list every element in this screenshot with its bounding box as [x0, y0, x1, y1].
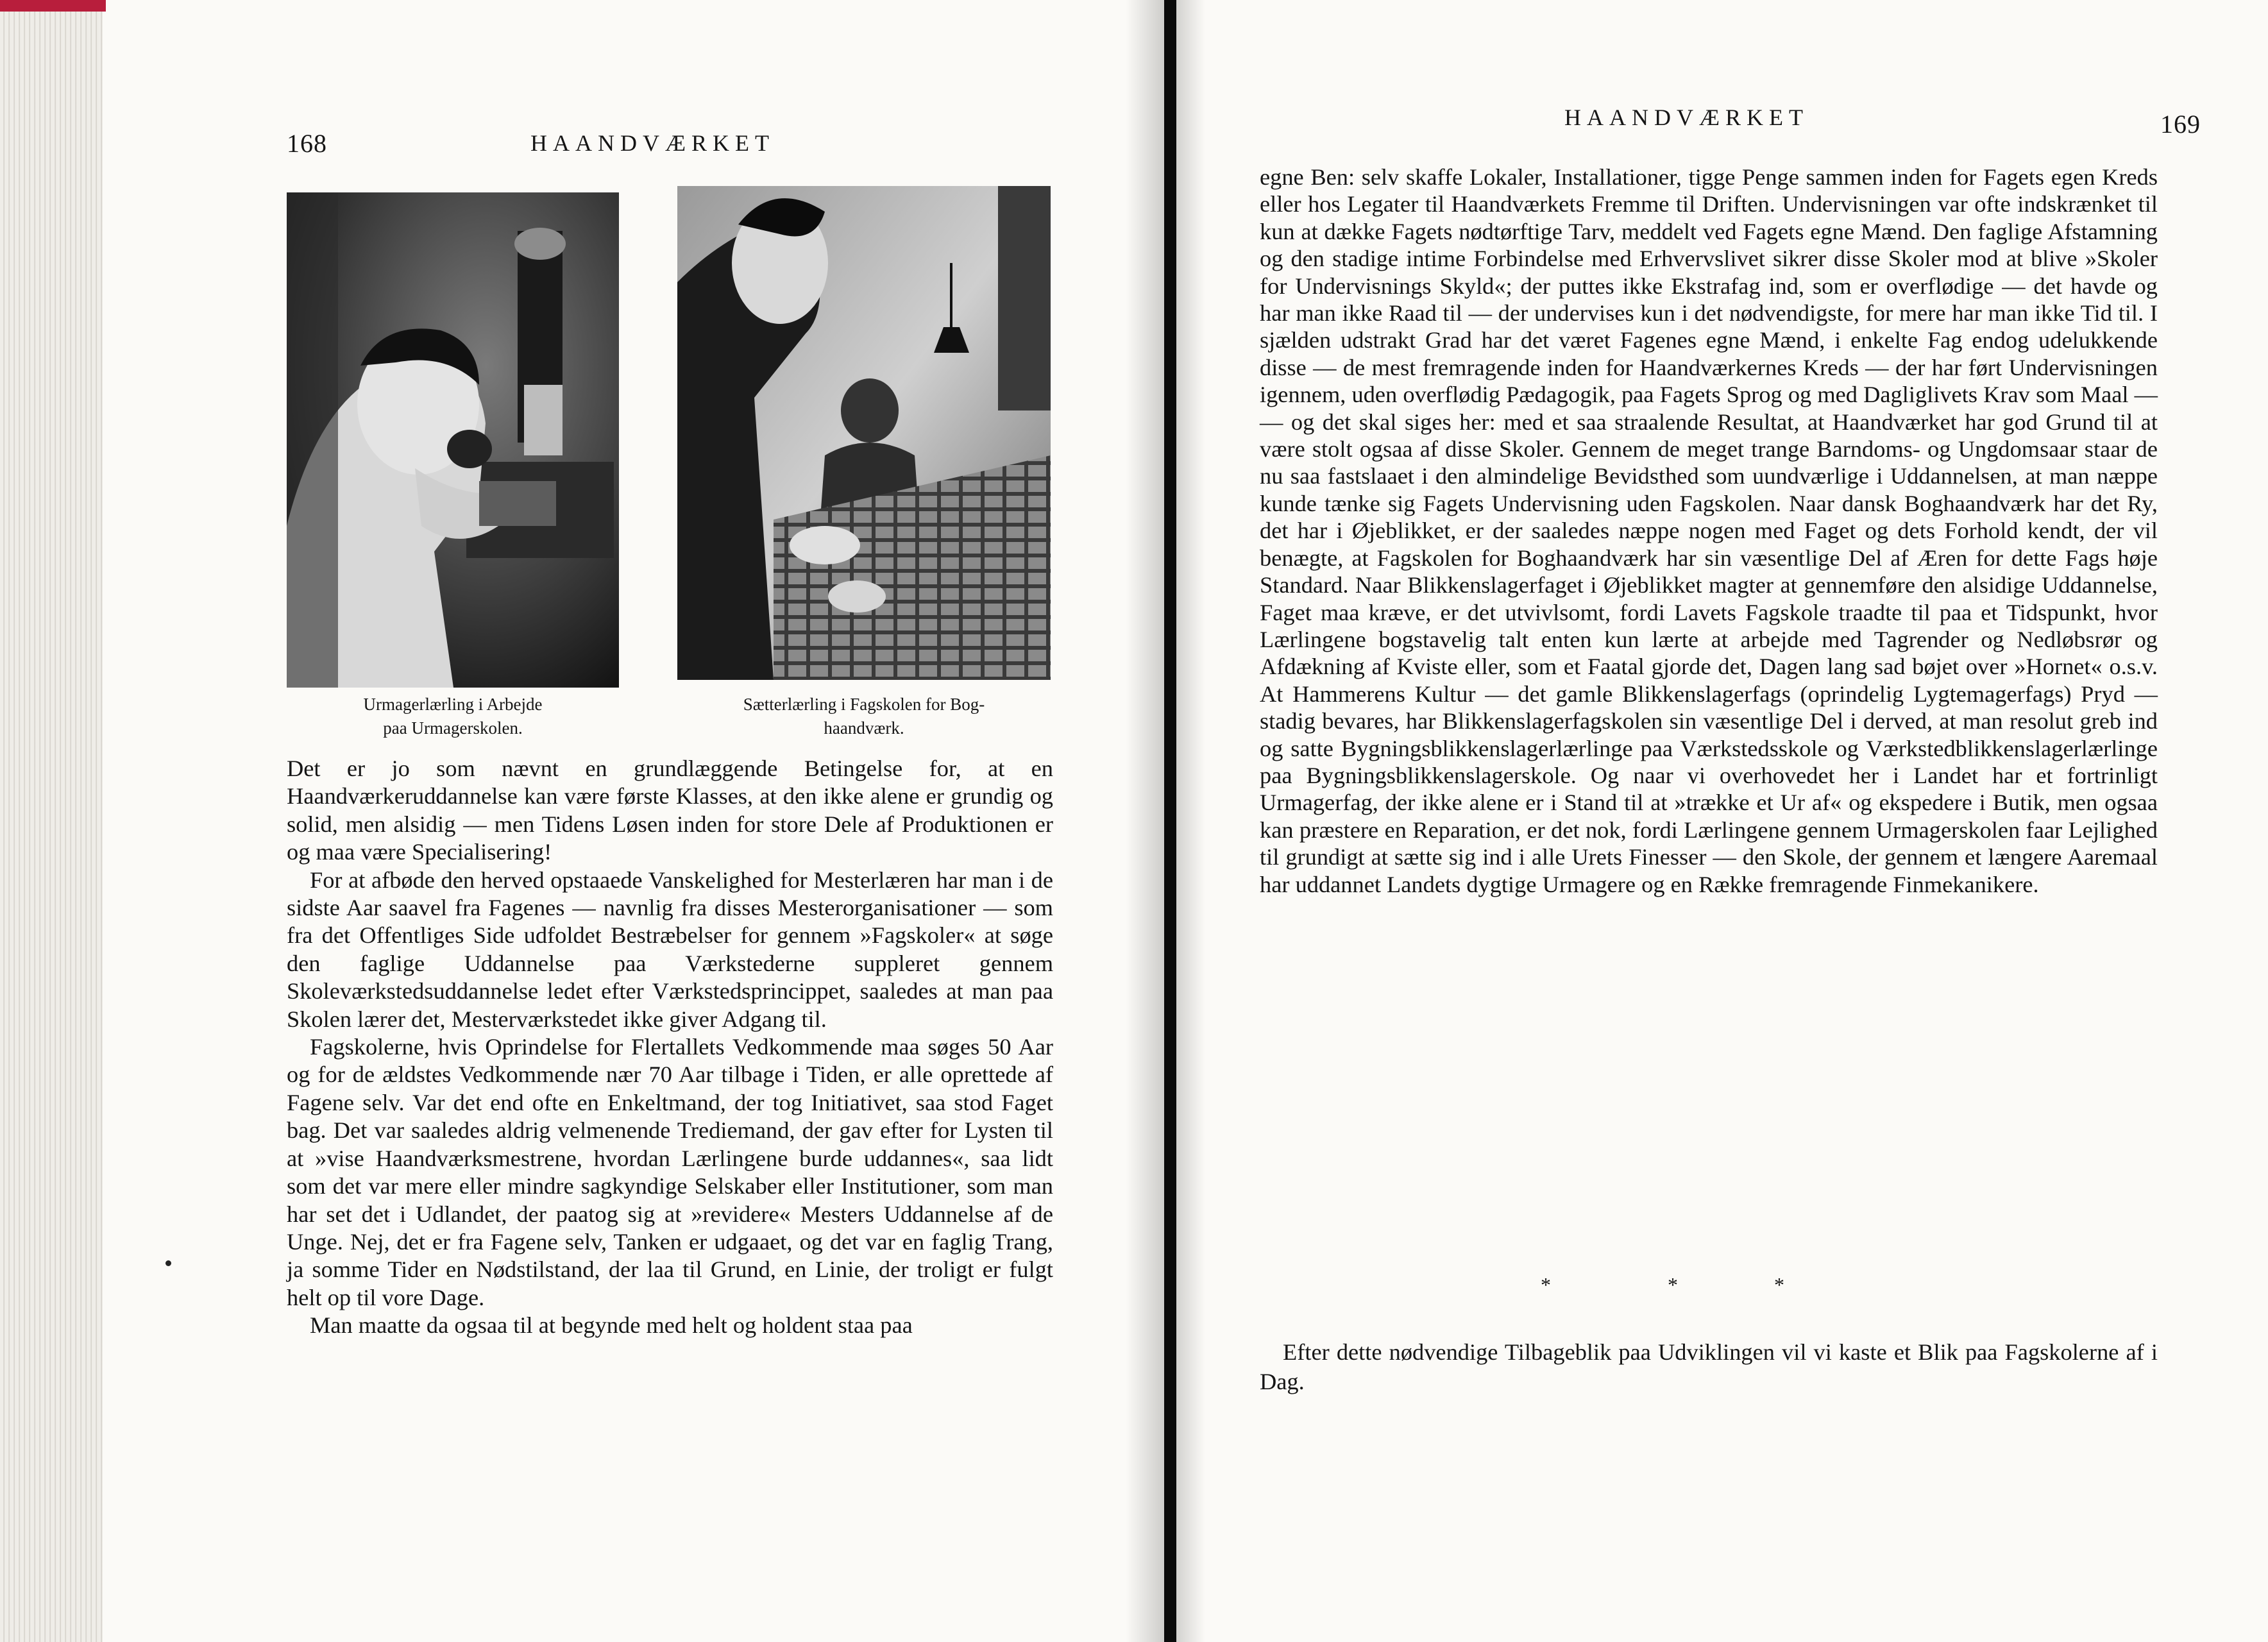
paragraph: Man maatte da ogsaa til at begynde med helt og holdent staa paa — [310, 1312, 913, 1339]
caption-watchmaker — [287, 693, 619, 740]
body-text — [1260, 164, 2158, 898]
photo-typesetter-apprentice — [677, 186, 1051, 680]
closing-paragraph: Efter dette nødvendige Tilbageblik paa Udviklingen vil vi kaste et Blik paa Fagskolerne af i Dag. — [1260, 1339, 2158, 1394]
typesetter-photo-image — [677, 186, 1051, 680]
section-break-star: * — [1541, 1273, 1551, 1296]
photo-watchmaker-apprentice — [287, 192, 619, 688]
paragraph: egne Ben: selv skaffe Lokaler, Installationer, tigge Penge sammen inden for Fagets egen Kreds eller hos Legater til Haandværkets Fremme til Driften. Undervisningen var ofte indskrænket til kun at dække Fagets nødtørftige Tarv, meddelt ved Fagets egne Mænd. Den faglige Afstamning og den stadige intime Forbindelse med Erhvervslivet sikrer disse Skoler mod at blive »Skoler for Undervisnings Skyld«; der puttes ikke Ekstrafag ind, som er overflødige — det havde og har man ikke Raad til — der undervises kun i det nødvendigste, for mere har man ikke Tid til. I sjælden udstrakt Grad har det været Fagenes egne Mænd, i enkelte Fag endog udelukkende disse — de mest fremragende inden for Haandværkernes Kreds — der har ført Undervisningen igennem, uden overflødig Pædagogik, paa Fagets Sprog og med Dagliglivets Krav som Maal — — og det skal siges her: med et saa straalende Resultat, at Haandværket har god Grund til at være stolt ogsaa af disse Skoler. Gennem de meget trange Barndoms- og Ungdomsaar staar de nu saa fastslaaet i den almindelige Bevidsthed som uundværlige i Uddannelsen, at man næppe kunde tænke sig Fagets Undervisning uden Fagskolen. Naar dansk Boghaandværk har det Ry, det har i Øjeblikket, er der saaledes næppe nogen med Faget og dets Forhold kendt, der vil benægte, at Fagskolen for Boghaandværk har sin væsentlige Del af Æren for dette Fags høje Standard. Naar Blikkenslagerfaget i Øjeblikket magter at gennemføre den alsidige Uddannelse, Faget maa kræve, er det utvivlsomt, fordi Lavets Fagskole traadte til paa et Tidspunkt, hvor Lærlingene bogstavelig talt enten kun lærte at arbejde med Tagrender og Nedløbsrør og Afdækning af Kviste eller, som et Faatal gjorde det, Dagen lang sad bøjet over »Hornet« o.s.v. At Hammerens Kultur — det gamle Blikkenslagerfags (oprindelig Lygtemagerfags) Pryd — stadig bevares, har Blikkenslagerfagskolen sin væsentlige Del i derved, at man resolut greb ind og satte Bygningsblikkenslagerlærlinge paa Værkstedsskole og Værkstedblikkenslagerlærlinge paa Bygningsblikkenslagerskole. Og naar vi overhovedet her i Landet har et fortrinligt Urmagerfag, der ikke alene er i Stand til at »trække et Ur af« og ekspedere i Butik, men ogsaa kan præstere en Reparation, er det nok, fordi Lærlingene gennem Urmagerskolen faar Lejlighed til grundigt at sætte sig ind i alle Urets Finesser — den Skole, der gennem et længere Aaremaal har uddannet Landets dygtige Urmagere og en Række fremragende Finmekanikere. — [1260, 164, 2158, 897]
red-page-edge — [0, 0, 106, 12]
caption-line: haandværk. — [824, 718, 904, 738]
caption-typesetter — [667, 693, 1061, 740]
paragraph: Det er jo som nævnt en grundlæggende Betingelse for, at en Haandværkeruddannelse kan være første Klasses, at den ikke alene er grundig og solid, men alsidig — men Tidens Løsen inden for store Dele af Produktionen er og maa være Specialisering! — [287, 756, 1053, 865]
spine-shadow — [1126, 0, 1164, 1642]
right-page — [1176, 0, 2268, 1642]
running-head: HAANDVÆRKET — [1564, 105, 1809, 130]
stray-ink-mark — [165, 1260, 171, 1266]
body-text — [287, 755, 1053, 1340]
page-number: 168 — [287, 129, 327, 158]
spine-shadow — [1176, 0, 1205, 1642]
caption-line: Sætterlærling i Fagskolen for Bog- — [743, 695, 985, 714]
caption-line: paa Urmagerskolen. — [383, 718, 523, 738]
paragraph: For at afbøde den herved opstaaede Vanskelighed for Mesterlæren har man i de sidste Aar saavel fra Fagenes — navnlig fra disses Mesterorganisationer — som fra det Offentliges Side udfoldet Bestræbelser for gennem »Fagskoler« at søge den faglige Uddannelse paa Værkstederne suppleret gennem Skoleværkstedsuddannelse ledet efter Værkstedsprincippet, saaledes at man paa Skolen lærer det, Mesterværkstedet ikke giver Adgang til. — [287, 867, 1053, 1032]
page-number: 169 — [2160, 110, 2201, 139]
section-break-star: * — [1668, 1273, 1678, 1296]
section-break — [1176, 1273, 2268, 1299]
section-break-star: * — [1774, 1273, 1784, 1296]
running-head: HAANDVÆRKET — [530, 130, 775, 156]
paragraph: Fagskolerne, hvis Oprindelse for Flertallets Vedkommende maa søges 50 Aar og for de ældstes Vedkommende nær 70 Aar tilbage i Tiden, er alle oprettede af Fagene selv. Var det end ofte en Enkeltmand, der tog Initiativet, saa stod Faget bag. Det var saaledes aldrig velmenende Trediemand, der gav efter for Lysten til at »vise Haandværksmestrene, hvordan Lærlingene burde uddannes«, saa lidt som det var mere eller mindre sagkyndige Selskaber eller Institutioner, som man har set det i Udlandet, der paatog sig at »revidere« Mesters Uddannelse af de Unge. Nej, det er fra Fagene selv, Tanken er udgaaet, og det var en faglig Trang, ja somme Tider en Nødstilstand, der laa til Grund, en Linie, der troligt er fulgt helt op til vore Dage. — [287, 1034, 1053, 1310]
caption-line: Urmagerlærling i Arbejde — [363, 695, 543, 714]
watchmaker-photo-image — [287, 192, 619, 688]
page-edges — [0, 0, 103, 1642]
